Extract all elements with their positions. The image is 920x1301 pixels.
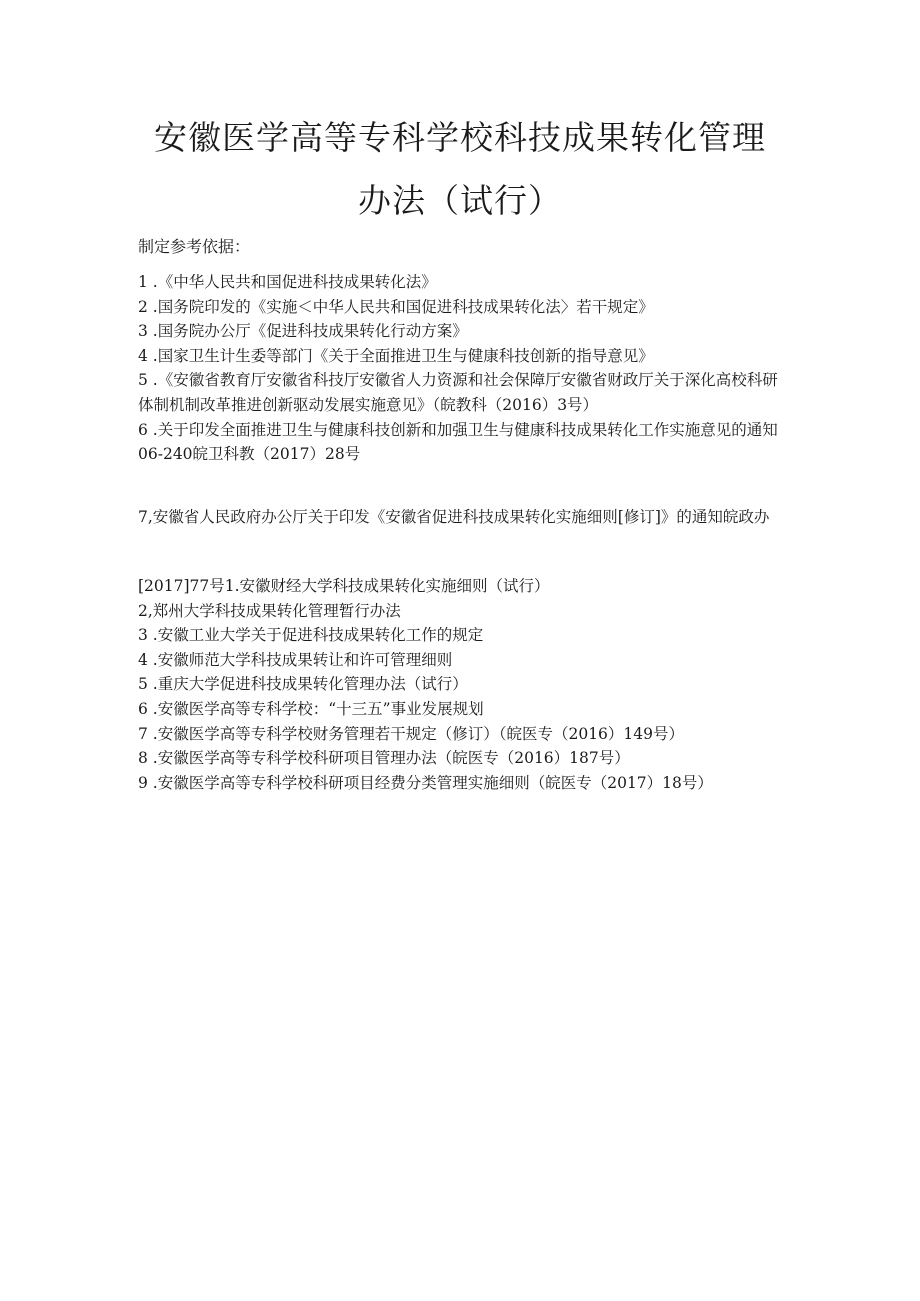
reference-item: [2017]77号1.安徽财经大学科技成果转化实施细则（试行） bbox=[138, 577, 550, 595]
reference-item: 6 .安徽医学高等专科学校：“十三五”事业发展规划 bbox=[138, 699, 484, 718]
reference-list-part2 bbox=[138, 574, 788, 795]
reference-item: 2 .国务院印发的《实施＜中华人民共和国促进科技成果转化法〉若干规定》 bbox=[138, 297, 654, 316]
reference-item: 4 .国家卫生计生委等部门《关于全面推进卫生与健康科技创新的指导意见》 bbox=[138, 346, 654, 365]
reference-item: 3 .安徽工业大学关于促进科技成果转化工作的规定 bbox=[138, 626, 484, 645]
reference-item-7: 7,安徽省人民政府办公厅关于印发《安徽省促进科技成果转化实施细则[修订]》的通知皖政办 bbox=[138, 508, 770, 526]
reference-item: 3 .国务院办公厅《促进科技成果转化行动方案》 bbox=[138, 322, 468, 341]
reference-item: 7 .安徽医学高等专科学校财务管理若干规定（修订）（皖医专（2016）149号） bbox=[138, 724, 684, 743]
reference-item: 6 .关于印发全面推进卫生与健康科技创新和加强卫生与健康科技成果转化工作实施意见的通知06-240皖卫科教（2017）28号 bbox=[138, 420, 778, 464]
document-title-line2: 办法（试行） bbox=[358, 181, 562, 220]
reference-item: 9 .安徽医学高等专科学校科研项目经费分类管理实施细则（皖医专（2017）18号） bbox=[138, 773, 713, 792]
reference-item: 1 .《中华人民共和国促进科技成果转化法》 bbox=[138, 273, 437, 291]
reference-item: 5 .重庆大学促进科技成果转化管理办法（试行） bbox=[138, 675, 468, 694]
reference-item: 5 .《安徽省教育厅安徽省科技厅安徽省人力资源和社会保障厅安徽省财政厅关于深化高校科研体制机制改革推进创新驱动发展实施意见》（皖教科（2016）3号） bbox=[138, 371, 778, 414]
basis-heading: 制定参考依据： bbox=[138, 237, 251, 256]
reference-item: 2,郑州大学科技成果转化管理暂行办法 bbox=[138, 601, 401, 620]
reference-list-part1 bbox=[138, 270, 788, 467]
document-title-line1: 安徽医学高等专科学校科技成果转化管理 bbox=[154, 118, 766, 157]
reference-item: 4 .安徽师范大学科技成果转让和许可管理细则 bbox=[138, 650, 453, 669]
reference-item: 8 .安徽医学高等专科学校科研项目管理办法（皖医专（2016）187号） bbox=[138, 749, 630, 768]
